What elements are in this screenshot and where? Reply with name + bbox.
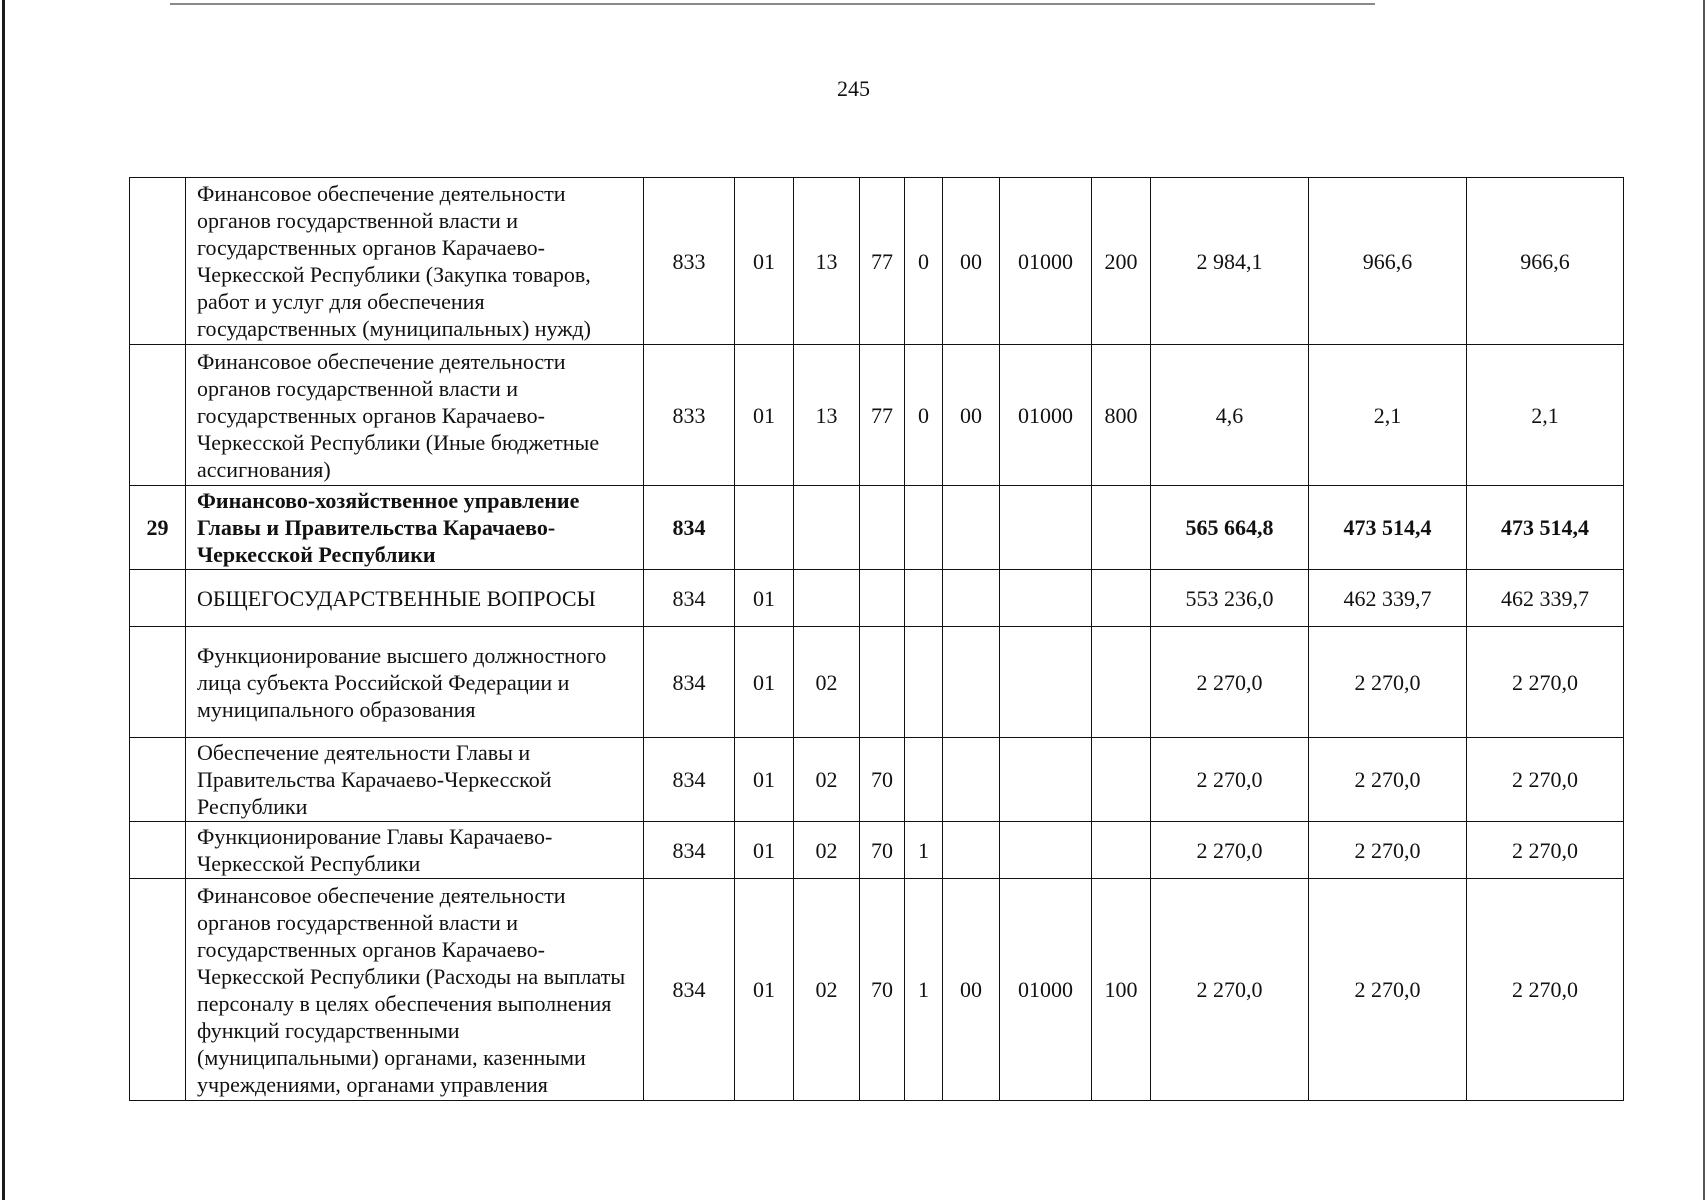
row-number-cell xyxy=(130,627,186,738)
subsection-code-cell: 02 xyxy=(794,822,860,879)
direction-code-cell: 01000 xyxy=(1000,345,1092,486)
row-number-cell xyxy=(130,570,186,627)
item-name-cell: Финансово-хозяйственное управление Главы и Правительства Карачаево-Черкесской Республики xyxy=(186,486,644,570)
amount-year2-cell: 2 270,0 xyxy=(1309,627,1467,738)
subsection-code-cell: 02 xyxy=(794,627,860,738)
page-number: 245 xyxy=(837,76,870,101)
amount-year2-cell: 462 339,7 xyxy=(1309,570,1467,627)
item-name-cell: Финансовое обеспечение деятельности органов государственной власти и государственных органов Карачаево-Черкесской Республики (Расходы на выплаты персоналу в целях обеспечения выполнения функций государственными (муниципальными) органами, казенными учреждениями, органами управления xyxy=(186,879,644,1101)
table-row xyxy=(130,879,1624,1101)
amount-year3-cell: 2 270,0 xyxy=(1467,738,1624,822)
expense-type-cell xyxy=(1092,627,1151,738)
table-row xyxy=(130,570,1624,627)
expense-type-cell xyxy=(1092,570,1151,627)
item-name-cell: Финансовое обеспечение деятельности органов государственной власти и государственных органов Карачаево-Черкесской Республики (Закупка товаров, работ и услуг для обеспечения государственных (муниципальных) нужд) xyxy=(186,178,644,345)
amount-year3-cell: 2 270,0 xyxy=(1467,879,1624,1101)
event-code-cell xyxy=(943,486,1000,570)
program-code-cell xyxy=(860,486,905,570)
amount-year1-cell: 2 270,0 xyxy=(1151,822,1309,879)
direction-code-cell xyxy=(1000,486,1092,570)
expense-type-cell: 100 xyxy=(1092,879,1151,1101)
subprogram-code-cell xyxy=(905,627,943,738)
section-code-cell: 01 xyxy=(735,879,794,1101)
amount-year2-cell: 473 514,4 xyxy=(1309,486,1467,570)
department-code-cell: 833 xyxy=(644,178,735,345)
direction-code-cell xyxy=(1000,822,1092,879)
direction-code-cell: 01000 xyxy=(1000,178,1092,345)
program-code-cell: 70 xyxy=(860,879,905,1101)
subprogram-code-cell: 0 xyxy=(905,178,943,345)
amount-year3-cell: 966,6 xyxy=(1467,178,1624,345)
amount-year1-cell: 2 984,1 xyxy=(1151,178,1309,345)
program-code-cell: 77 xyxy=(860,345,905,486)
event-code-cell: 00 xyxy=(943,178,1000,345)
program-code-cell xyxy=(860,627,905,738)
section-code-cell: 01 xyxy=(735,178,794,345)
amount-year3-cell: 473 514,4 xyxy=(1467,486,1624,570)
table-row xyxy=(130,486,1624,570)
program-code-cell: 70 xyxy=(860,738,905,822)
item-name-cell: ОБЩЕГОСУДАРСТВЕННЫЕ ВОПРОСЫ xyxy=(186,570,644,627)
event-code-cell: 00 xyxy=(943,345,1000,486)
subsection-code-cell xyxy=(794,570,860,627)
section-code-cell: 01 xyxy=(735,570,794,627)
amount-year1-cell: 2 270,0 xyxy=(1151,879,1309,1101)
scan-edge-top xyxy=(170,3,1375,5)
amount-year3-cell: 2 270,0 xyxy=(1467,822,1624,879)
amount-year1-cell: 2 270,0 xyxy=(1151,627,1309,738)
table-row xyxy=(130,822,1624,879)
table-row xyxy=(130,627,1624,738)
event-code-cell xyxy=(943,627,1000,738)
subprogram-code-cell: 1 xyxy=(905,822,943,879)
program-code-cell: 70 xyxy=(860,822,905,879)
subprogram-code-cell: 0 xyxy=(905,345,943,486)
section-code-cell: 01 xyxy=(735,345,794,486)
budget-table xyxy=(129,177,1624,1101)
row-number-cell: 29 xyxy=(130,486,186,570)
amount-year2-cell: 2 270,0 xyxy=(1309,738,1467,822)
section-code-cell: 01 xyxy=(735,738,794,822)
item-name-cell: Функционирование Главы Карачаево-Черкесской Республики xyxy=(186,822,644,879)
section-code-cell: 01 xyxy=(735,822,794,879)
table-row xyxy=(130,738,1624,822)
amount-year1-cell: 565 664,8 xyxy=(1151,486,1309,570)
section-code-cell xyxy=(735,486,794,570)
subsection-code-cell xyxy=(794,486,860,570)
program-code-cell xyxy=(860,570,905,627)
row-number-cell xyxy=(130,738,186,822)
subprogram-code-cell xyxy=(905,570,943,627)
direction-code-cell xyxy=(1000,627,1092,738)
event-code-cell: 00 xyxy=(943,879,1000,1101)
amount-year2-cell: 2 270,0 xyxy=(1309,879,1467,1101)
subsection-code-cell: 02 xyxy=(794,738,860,822)
row-number-cell xyxy=(130,879,186,1101)
department-code-cell: 834 xyxy=(644,738,735,822)
event-code-cell xyxy=(943,822,1000,879)
direction-code-cell: 01000 xyxy=(1000,879,1092,1101)
scan-edge-right xyxy=(1703,0,1705,1200)
expense-type-cell xyxy=(1092,822,1151,879)
amount-year1-cell: 4,6 xyxy=(1151,345,1309,486)
table-row xyxy=(130,345,1624,486)
subsection-code-cell: 13 xyxy=(794,178,860,345)
amount-year1-cell: 2 270,0 xyxy=(1151,738,1309,822)
item-name-cell: Обеспечение деятельности Главы и Правительства Карачаево-Черкесской Республики xyxy=(186,738,644,822)
department-code-cell: 834 xyxy=(644,627,735,738)
department-code-cell: 834 xyxy=(644,570,735,627)
row-number-cell xyxy=(130,178,186,345)
row-number-cell xyxy=(130,822,186,879)
subprogram-code-cell xyxy=(905,738,943,822)
amount-year2-cell: 966,6 xyxy=(1309,178,1467,345)
department-code-cell: 833 xyxy=(644,345,735,486)
amount-year3-cell: 2,1 xyxy=(1467,345,1624,486)
row-number-cell xyxy=(130,345,186,486)
subsection-code-cell: 02 xyxy=(794,879,860,1101)
department-code-cell: 834 xyxy=(644,486,735,570)
expense-type-cell xyxy=(1092,486,1151,570)
expense-type-cell: 800 xyxy=(1092,345,1151,486)
amount-year2-cell: 2,1 xyxy=(1309,345,1467,486)
event-code-cell xyxy=(943,570,1000,627)
item-name-cell: Финансовое обеспечение деятельности органов государственной власти и государственных органов Карачаево-Черкесской Республики (Иные бюджетные ассигнования) xyxy=(186,345,644,486)
expense-type-cell xyxy=(1092,738,1151,822)
amount-year3-cell: 462 339,7 xyxy=(1467,570,1624,627)
table-row xyxy=(130,178,1624,345)
direction-code-cell xyxy=(1000,738,1092,822)
amount-year2-cell: 2 270,0 xyxy=(1309,822,1467,879)
item-name-cell: Функционирование высшего должностного лица субъекта Российской Федерации и муниципального образования xyxy=(186,627,644,738)
department-code-cell: 834 xyxy=(644,822,735,879)
amount-year1-cell: 553 236,0 xyxy=(1151,570,1309,627)
subprogram-code-cell xyxy=(905,486,943,570)
section-code-cell: 01 xyxy=(735,627,794,738)
scan-edge-left xyxy=(2,0,5,1200)
program-code-cell: 77 xyxy=(860,178,905,345)
department-code-cell: 834 xyxy=(644,879,735,1101)
event-code-cell xyxy=(943,738,1000,822)
subsection-code-cell: 13 xyxy=(794,345,860,486)
subprogram-code-cell: 1 xyxy=(905,879,943,1101)
expense-type-cell: 200 xyxy=(1092,178,1151,345)
amount-year3-cell: 2 270,0 xyxy=(1467,627,1624,738)
direction-code-cell xyxy=(1000,570,1092,627)
table-body xyxy=(130,178,1624,1101)
